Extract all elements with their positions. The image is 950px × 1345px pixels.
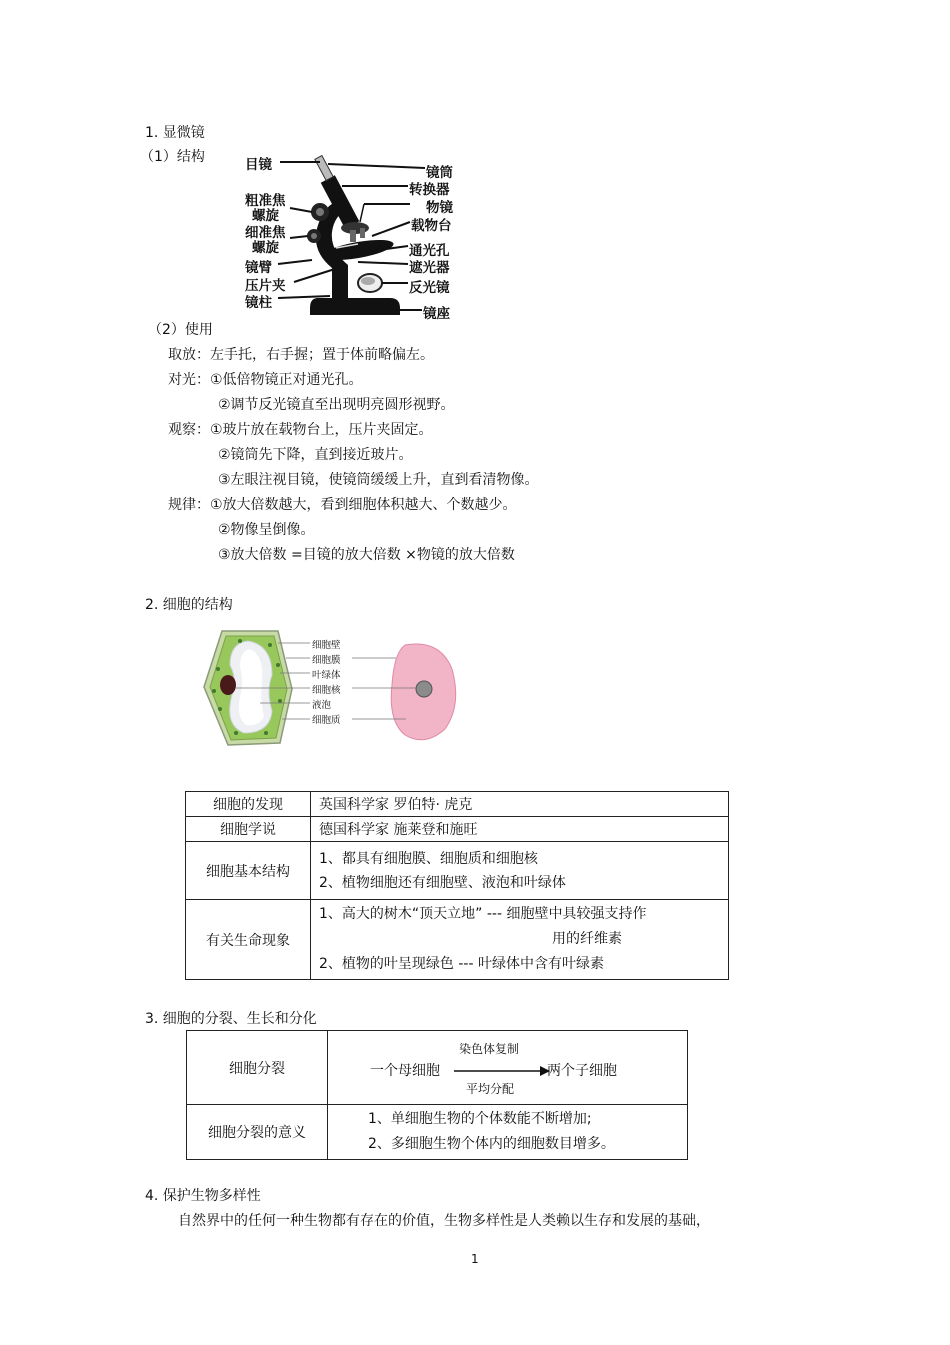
table-cell: 细胞分裂	[187, 1031, 328, 1105]
arrow-top-label: 染色体复制	[459, 1041, 520, 1056]
table-cell	[328, 1105, 688, 1160]
right-arrow-icon	[454, 1066, 550, 1076]
section-2-heading: 2. 细胞的结构	[145, 597, 233, 613]
table-cell: 英国科学家 罗伯特· 虎克	[311, 792, 729, 817]
mother-cell-label: 一个母细胞	[370, 1062, 440, 1079]
label-stage-clip: 压片夹	[245, 278, 286, 294]
label-base: 镜座	[423, 306, 450, 322]
cell-label-nucleus: 细胞核	[312, 685, 341, 696]
table-row	[187, 1031, 688, 1105]
table-cell: 细胞的发现	[186, 792, 311, 817]
table-cell: 有关生命现象	[186, 900, 311, 980]
cell-info-table	[185, 791, 729, 980]
table-row	[186, 900, 729, 980]
table-cell	[328, 1031, 688, 1105]
usage-line: ②镜筒先下降，直到接近玻片。	[218, 447, 413, 463]
cell-line: 2、多细胞生物个体内的细胞数目增多。	[368, 1136, 615, 1152]
cell-line: 1、都具有细胞膜、细胞质和细胞核	[319, 850, 538, 867]
biodiversity-paragraph: 自然界中的任何一种生物都有存在的价值，生物多样性是人类赖以生存和发展的基础，	[178, 1213, 710, 1229]
division-diagram	[336, 1038, 679, 1098]
label-fine-focus: 细准焦	[245, 225, 286, 241]
table-cell	[311, 842, 729, 900]
cell-label-chloroplast: 叶绿体	[312, 670, 341, 681]
label-coarse-focus: 粗准焦	[245, 193, 286, 209]
cell-line: 2、植物细胞还有细胞壁、液泡和叶绿体	[319, 874, 566, 891]
table-row	[186, 817, 729, 842]
usage-line: ②调节反光镜直至出现明亮圆形视野。	[218, 397, 455, 413]
cell-division-table	[186, 1030, 688, 1160]
cell-line: 2、植物的叶呈现绿色 --- 叶绿体中含有叶绿素	[319, 956, 604, 972]
structure-subheading: （1）结构	[140, 149, 205, 165]
section-3-heading: 3. 细胞的分裂、生长和分化	[145, 1011, 317, 1027]
cell-label-cytoplasm: 细胞质	[312, 715, 341, 726]
label-pillar: 镜柱	[245, 295, 272, 311]
usage-subheading: （2）使用	[148, 322, 213, 338]
table-cell: 细胞基本结构	[186, 842, 311, 900]
label-coarse-focus-2: 螺旋	[252, 208, 279, 224]
daughter-cells-label: 两个子细胞	[547, 1062, 617, 1079]
usage-line: ③放大倍数 =目镜的放大倍数 ×物镜的放大倍数	[218, 547, 515, 563]
usage-line: 规律：①放大倍数越大，看到细胞体积越大、个数越少。	[168, 497, 517, 513]
label-tube: 镜筒	[426, 165, 453, 181]
cell-line: 用的纤维素	[552, 931, 622, 947]
cell-label-vacuole: 液泡	[312, 700, 332, 711]
section-1-heading: 1. 显微镜	[145, 125, 205, 141]
usage-line: 对光：①低倍物镜正对通光孔。	[168, 372, 363, 388]
label-eyepiece: 目镜	[245, 157, 272, 173]
table-row	[186, 792, 729, 817]
cell-line: 1、单细胞生物的个体数能不断增加;	[368, 1111, 592, 1127]
usage-line: 观察：①玻片放在载物台上，压片夹固定。	[168, 422, 433, 438]
section-4-heading: 4. 保护生物多样性	[145, 1188, 261, 1204]
arrow-bottom-label: 平均分配	[466, 1081, 515, 1096]
label-arm: 镜臂	[245, 260, 272, 276]
label-objective: 物镜	[426, 200, 453, 216]
table-cell: 细胞分裂的意义	[187, 1105, 328, 1160]
usage-line: ②物像呈倒像。	[218, 522, 315, 538]
table-row	[187, 1105, 688, 1160]
page-number: 1	[471, 1252, 479, 1266]
label-aperture: 通光孔	[409, 243, 450, 259]
label-mirror: 反光镜	[409, 280, 450, 296]
cell-label-wall: 细胞壁	[312, 640, 341, 651]
label-fine-focus-2: 螺旋	[252, 240, 279, 256]
usage-line: 取放：左手托，右手握；置于体前略偏左。	[168, 347, 434, 363]
table-cell: 德国科学家 施莱登和施旺	[311, 817, 729, 842]
label-diaphragm: 遮光器	[409, 260, 450, 276]
label-stage: 载物台	[411, 218, 452, 234]
label-nosepiece: 转换器	[409, 182, 450, 198]
cell-line: 1、高大的树木“顶天立地” --- 细胞壁中具较强支持作	[319, 906, 647, 922]
table-cell	[311, 900, 729, 980]
usage-line: ③左眼注视目镜，使镜筒缓缓上升，直到看清物像。	[218, 472, 539, 488]
table-row	[186, 842, 729, 900]
table-cell: 细胞学说	[186, 817, 311, 842]
cell-label-membrane: 细胞膜	[312, 655, 341, 666]
